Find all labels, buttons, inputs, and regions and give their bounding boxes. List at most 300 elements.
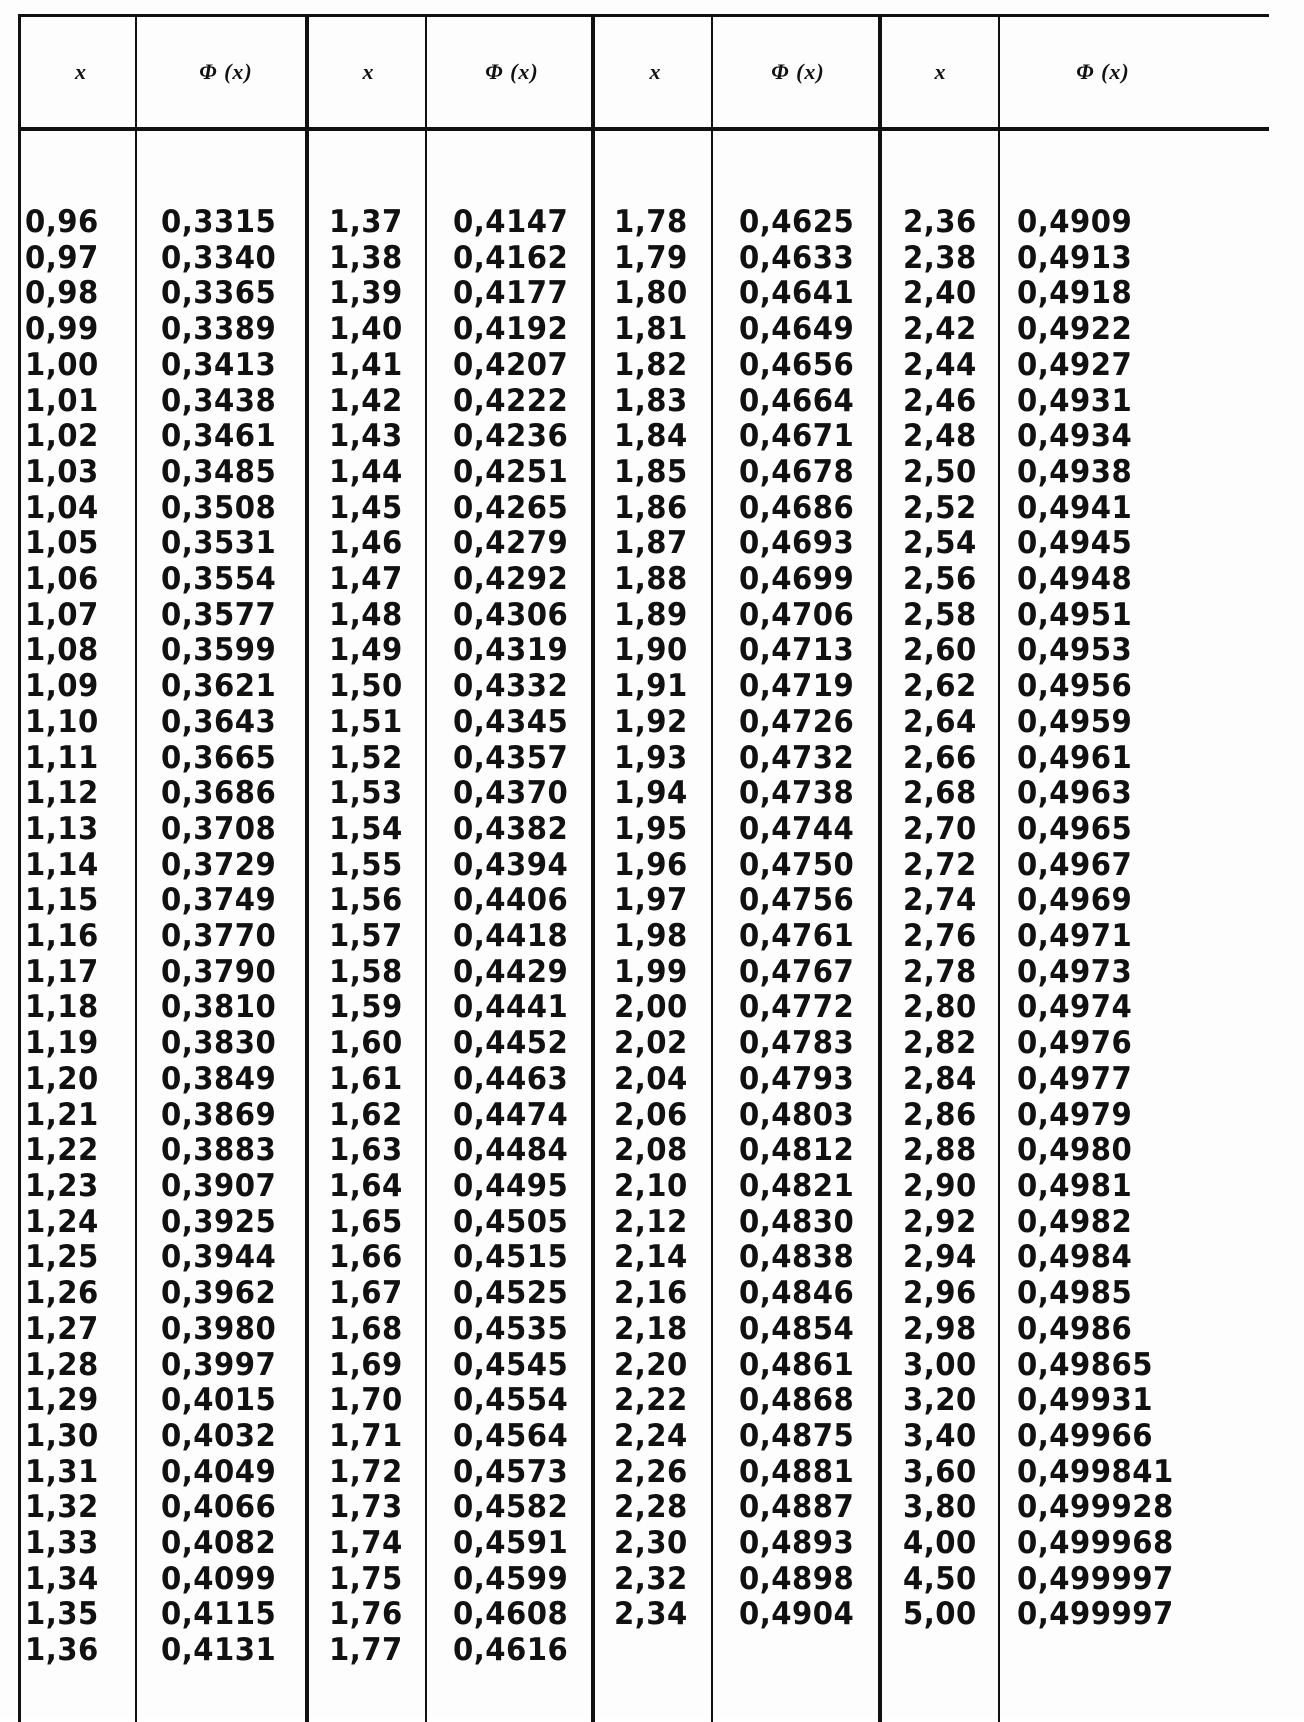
table-cell-x: 2,70 <box>903 810 977 847</box>
table-cell-x: 2,44 <box>903 346 977 383</box>
table-cell-phi: 0,4744 <box>739 810 855 847</box>
table-cell-x: 2,20 <box>614 1346 688 1383</box>
table-cell-x: 1,21 <box>25 1096 99 1133</box>
table-cell-x: 1,12 <box>25 775 99 812</box>
table-cell-phi: 0,4236 <box>453 418 569 455</box>
table-cell-x: 1,14 <box>25 846 99 883</box>
table-cell-x: 1,70 <box>329 1382 403 1419</box>
table-cell-x: 1,10 <box>25 703 99 740</box>
table-cell-phi: 0,499841 <box>1017 1453 1174 1490</box>
table-cell-phi: 0,49966 <box>1017 1417 1154 1454</box>
table-cell-x: 2,40 <box>903 275 977 312</box>
table-cell-x: 1,06 <box>25 561 99 598</box>
table-cell-phi: 0,4893 <box>739 1525 855 1562</box>
table-cell-x: 1,30 <box>25 1417 99 1454</box>
table-cell-phi: 0,3869 <box>161 1096 277 1133</box>
table-cell-x: 1,95 <box>614 810 688 847</box>
table-cell-phi: 0,4608 <box>453 1596 569 1633</box>
table-cell-x: 1,58 <box>329 953 403 990</box>
table-cell-phi: 0,49931 <box>1017 1382 1154 1419</box>
table-cell-x: 1,76 <box>329 1596 403 1633</box>
header-x-2: x <box>362 59 375 84</box>
table-cell-phi: 0,4554 <box>453 1382 569 1419</box>
table-cell-phi: 0,4981 <box>1017 1167 1133 1204</box>
table-cell-phi: 0,4573 <box>453 1453 569 1490</box>
table-cell-phi: 0,4082 <box>161 1525 277 1562</box>
table-cell-phi: 0,4015 <box>161 1382 277 1419</box>
table-cell-phi: 0,4772 <box>739 989 855 1026</box>
table-cell-x: 2,42 <box>903 311 977 348</box>
table-cell-phi: 0,3883 <box>161 1132 277 1169</box>
table-cell-phi: 0,4909 <box>1017 204 1133 240</box>
table-cell-x: 1,43 <box>329 418 403 455</box>
column-phi-3 <box>739 205 854 1633</box>
table-cell-phi: 0,4934 <box>1017 418 1133 455</box>
table-cell-phi: 0,4686 <box>739 489 855 526</box>
table-cell-x: 2,64 <box>903 703 977 740</box>
table-cell-phi: 0,4545 <box>453 1346 569 1383</box>
table-cell-phi: 0,4783 <box>739 1025 855 1062</box>
table-cell-phi: 0,4861 <box>739 1346 855 1383</box>
table-cell-x: 1,67 <box>329 1275 403 1312</box>
table-cell-phi: 0,4986 <box>1017 1310 1133 1347</box>
table-cell-phi: 0,4049 <box>161 1453 277 1490</box>
table-cell-x: 1,78 <box>614 204 688 240</box>
table-cell-x: 1,36 <box>25 1632 99 1669</box>
table-cell-x: 2,58 <box>903 596 977 633</box>
table-cell-x: 1,26 <box>25 1275 99 1312</box>
table-cell-phi: 0,4898 <box>739 1560 855 1597</box>
table-cell-phi: 0,4671 <box>739 418 855 455</box>
table-cell-x: 1,60 <box>329 1025 403 1062</box>
table-cell-phi: 0,4207 <box>453 346 569 383</box>
table-cell-x: 1,45 <box>329 489 403 526</box>
table-cell-x: 1,33 <box>25 1525 99 1562</box>
table-cell-x: 2,50 <box>903 453 977 490</box>
table-cell-x: 1,29 <box>25 1382 99 1419</box>
table-cell-phi: 0,4793 <box>739 1060 855 1097</box>
table-cell-phi: 0,4394 <box>453 846 569 883</box>
table-cell-x: 1,56 <box>329 882 403 919</box>
table-cell-x: 3,20 <box>903 1382 977 1419</box>
table-cell-phi: 0,4726 <box>739 703 855 740</box>
table-cell-x: 1,28 <box>25 1346 99 1383</box>
table-cell-phi: 0,4279 <box>453 525 569 562</box>
table-cell-phi: 0,4938 <box>1017 453 1133 490</box>
table-cell-x: 1,71 <box>329 1417 403 1454</box>
table-cell-x: 1,13 <box>25 810 99 847</box>
table-cell-x: 1,48 <box>329 596 403 633</box>
table-cell-phi: 0,3925 <box>161 1203 277 1240</box>
table-cell-phi: 0,4222 <box>453 382 569 419</box>
table-cell-x: 1,50 <box>329 668 403 705</box>
table-cell-phi: 0,3438 <box>161 382 277 419</box>
table-cell-phi: 0,4732 <box>739 739 855 776</box>
table-cell-phi: 0,4625 <box>739 204 855 240</box>
table-cell-x: 2,30 <box>614 1525 688 1562</box>
table-cell-x: 1,19 <box>25 1025 99 1062</box>
table-cell-phi: 0,4515 <box>453 1239 569 1276</box>
table-cell-phi: 0,4767 <box>739 953 855 990</box>
table-cell-phi: 0,4147 <box>453 204 569 240</box>
table-cell-x: 1,16 <box>25 918 99 955</box>
table-cell-x: 2,18 <box>614 1310 688 1347</box>
table-cell-x: 1,62 <box>329 1096 403 1133</box>
table-cell-phi: 0,4984 <box>1017 1239 1133 1276</box>
table-cell-phi: 0,4452 <box>453 1025 569 1062</box>
table-cell-x: 1,90 <box>614 632 688 669</box>
column-x-2 <box>329 205 403 1669</box>
table-cell-x: 1,92 <box>614 703 688 740</box>
column-divider <box>998 17 1000 1722</box>
header-phi-3: Φ (x) <box>771 59 825 84</box>
table-cell-x: 1,91 <box>614 668 688 705</box>
table-cell-phi: 0,4761 <box>739 918 855 955</box>
table-cell-phi: 0,3849 <box>161 1060 277 1097</box>
table-cell-phi: 0,4332 <box>453 668 569 705</box>
table-cell-phi: 0,4750 <box>739 846 855 883</box>
table-cell-phi: 0,4099 <box>161 1560 277 1597</box>
column-phi-1 <box>161 205 276 1669</box>
table-cell-phi: 0,3830 <box>161 1025 277 1062</box>
table-cell-x: 2,78 <box>903 953 977 990</box>
table-cell-x: 2,94 <box>903 1239 977 1276</box>
table-cell-x: 1,85 <box>614 453 688 490</box>
table-cell-x: 1,03 <box>25 453 99 490</box>
table-cell-phi: 0,3599 <box>161 632 277 669</box>
table-cell-phi: 0,4830 <box>739 1203 855 1240</box>
table-cell-x: 1,18 <box>25 989 99 1026</box>
table-cell-phi: 0,3554 <box>161 561 277 598</box>
table-cell-phi: 0,4922 <box>1017 311 1133 348</box>
table-cell-x: 2,00 <box>614 989 688 1026</box>
table-cell-phi: 0,4963 <box>1017 775 1133 812</box>
table-cell-x: 2,02 <box>614 1025 688 1062</box>
table-cell-phi: 0,4838 <box>739 1239 855 1276</box>
table-cell-x: 1,54 <box>329 810 403 847</box>
table-cell-x: 1,17 <box>25 953 99 990</box>
table-cell-x: 2,24 <box>614 1417 688 1454</box>
table-cell-x: 2,72 <box>903 846 977 883</box>
table-cell-phi: 0,3643 <box>161 703 277 740</box>
table-cell-phi: 0,3461 <box>161 418 277 455</box>
table-cell-phi: 0,4474 <box>453 1096 569 1133</box>
group-divider <box>305 17 309 1722</box>
table-cell-x: 1,05 <box>25 525 99 562</box>
table-cell-x: 1,74 <box>329 1525 403 1562</box>
table-cell-phi: 0,4918 <box>1017 275 1133 312</box>
table-cell-x: 1,89 <box>614 596 688 633</box>
table-cell-phi: 0,4370 <box>453 775 569 812</box>
table-cell-phi: 0,4131 <box>161 1632 277 1669</box>
table-cell-phi: 0,3962 <box>161 1275 277 1312</box>
table-cell-phi: 0,4495 <box>453 1167 569 1204</box>
table-cell-x: 2,28 <box>614 1489 688 1526</box>
table-cell-x: 1,00 <box>25 346 99 383</box>
table-cell-x: 1,01 <box>25 382 99 419</box>
table-cell-phi: 0,4535 <box>453 1310 569 1347</box>
table-cell-x: 1,23 <box>25 1167 99 1204</box>
table-cell-phi: 0,4115 <box>161 1596 277 1633</box>
table-cell-x: 1,42 <box>329 382 403 419</box>
header-divider <box>21 127 1269 131</box>
table-cell-x: 1,37 <box>329 204 403 240</box>
table-cell-phi: 0,3340 <box>161 239 277 276</box>
table-cell-phi: 0,4418 <box>453 918 569 955</box>
header-x-4: x <box>934 59 947 84</box>
table-cell-x: 1,47 <box>329 561 403 598</box>
table-cell-x: 2,96 <box>903 1275 977 1312</box>
table-cell-x: 1,52 <box>329 739 403 776</box>
table-cell-x: 1,65 <box>329 1203 403 1240</box>
table-cell-phi: 0,4463 <box>453 1060 569 1097</box>
table-cell-x: 2,46 <box>903 382 977 419</box>
table-cell-phi: 0,3708 <box>161 810 277 847</box>
group-divider <box>878 17 882 1722</box>
table-cell-phi: 0,3621 <box>161 668 277 705</box>
table-cell-phi: 0,4582 <box>453 1489 569 1526</box>
table-cell-phi: 0,4967 <box>1017 846 1133 883</box>
table-cell-x: 1,40 <box>329 311 403 348</box>
table-cell-phi: 0,4306 <box>453 596 569 633</box>
table-cell-phi: 0,4803 <box>739 1096 855 1133</box>
table-cell-x: 5,00 <box>903 1596 977 1633</box>
table-cell-x: 1,79 <box>614 239 688 276</box>
table-cell-phi: 0,3790 <box>161 953 277 990</box>
table-cell-phi: 0,3770 <box>161 918 277 955</box>
table-cell-phi: 0,4980 <box>1017 1132 1133 1169</box>
table-cell-phi: 0,4965 <box>1017 810 1133 847</box>
table-cell-x: 2,04 <box>614 1060 688 1097</box>
table-cell-x: 2,38 <box>903 239 977 276</box>
table-cell-phi: 0,4664 <box>739 382 855 419</box>
table-cell-phi: 0,3665 <box>161 739 277 776</box>
table-cell-x: 1,09 <box>25 668 99 705</box>
table-cell-x: 2,98 <box>903 1310 977 1347</box>
table-cell-x: 2,14 <box>614 1239 688 1276</box>
header-phi-1: Φ (x) <box>199 59 253 84</box>
table-cell-phi: 0,499997 <box>1017 1596 1174 1633</box>
table-cell-x: 0,96 <box>25 204 99 240</box>
table-cell-phi: 0,4382 <box>453 810 569 847</box>
table-cell-x: 2,10 <box>614 1167 688 1204</box>
table-cell-x: 1,86 <box>614 489 688 526</box>
table-cell-phi: 0,3365 <box>161 275 277 312</box>
table-cell-x: 1,63 <box>329 1132 403 1169</box>
table-cell-phi: 0,4699 <box>739 561 855 598</box>
table-cell-phi: 0,4649 <box>739 311 855 348</box>
table-cell-x: 1,27 <box>25 1310 99 1347</box>
table-cell-x: 2,06 <box>614 1096 688 1133</box>
column-divider <box>135 17 137 1722</box>
table-cell-phi: 0,4357 <box>453 739 569 776</box>
table-cell-x: 1,55 <box>329 846 403 883</box>
table-cell-x: 0,97 <box>25 239 99 276</box>
table-cell-phi: 0,4812 <box>739 1132 855 1169</box>
table-cell-x: 1,68 <box>329 1310 403 1347</box>
table-cell-phi: 0,499997 <box>1017 1560 1174 1597</box>
table-cell-x: 2,54 <box>903 525 977 562</box>
table-cell-x: 2,16 <box>614 1275 688 1312</box>
column-phi-2 <box>453 205 568 1669</box>
table-cell-x: 1,75 <box>329 1560 403 1597</box>
table-cell-phi: 0,4706 <box>739 596 855 633</box>
table-cell-phi: 0,4484 <box>453 1132 569 1169</box>
table-cell-x: 1,08 <box>25 632 99 669</box>
table-cell-x: 1,34 <box>25 1560 99 1597</box>
table-cell-phi: 0,4719 <box>739 668 855 705</box>
table-cell-phi: 0,4505 <box>453 1203 569 1240</box>
table-cell-phi: 0,4616 <box>453 1632 569 1669</box>
table-cell-x: 2,80 <box>903 989 977 1026</box>
table-cell-phi: 0,4971 <box>1017 918 1133 955</box>
table-cell-phi: 0,3997 <box>161 1346 277 1383</box>
table-cell-x: 2,32 <box>614 1560 688 1597</box>
table-cell-x: 2,22 <box>614 1382 688 1419</box>
table-cell-x: 1,93 <box>614 739 688 776</box>
table-cell-x: 1,72 <box>329 1453 403 1490</box>
table-cell-phi: 0,3686 <box>161 775 277 812</box>
table-cell-x: 2,26 <box>614 1453 688 1490</box>
table-cell-x: 2,90 <box>903 1167 977 1204</box>
table-cell-phi: 0,4633 <box>739 239 855 276</box>
table-cell-x: 1,69 <box>329 1346 403 1383</box>
table-cell-x: 1,99 <box>614 953 688 990</box>
table-cell-x: 2,84 <box>903 1060 977 1097</box>
table-cell-x: 1,61 <box>329 1060 403 1097</box>
column-x-4 <box>903 205 977 1633</box>
table-cell-x: 1,25 <box>25 1239 99 1276</box>
table-cell-phi: 0,3749 <box>161 882 277 919</box>
table-cell-x: 0,98 <box>25 275 99 312</box>
table-cell-x: 2,36 <box>903 204 977 240</box>
table-cell-x: 1,46 <box>329 525 403 562</box>
table-cell-phi: 0,4951 <box>1017 596 1133 633</box>
header-phi-4: Φ (x) <box>1076 59 1130 84</box>
table-cell-phi: 0,3508 <box>161 489 277 526</box>
table-cell-x: 2,82 <box>903 1025 977 1062</box>
table-cell-x: 1,59 <box>329 989 403 1026</box>
table-cell-phi: 0,3944 <box>161 1239 277 1276</box>
table-cell-x: 2,52 <box>903 489 977 526</box>
table-cell-phi: 0,4969 <box>1017 882 1133 919</box>
table-cell-phi: 0,4406 <box>453 882 569 919</box>
table-cell-phi: 0,4974 <box>1017 989 1133 1026</box>
table-cell-x: 1,20 <box>25 1060 99 1097</box>
table-cell-phi: 0,4881 <box>739 1453 855 1490</box>
table-cell-phi: 0,3810 <box>161 989 277 1026</box>
table-cell-x: 1,96 <box>614 846 688 883</box>
table-cell-phi: 0,4868 <box>739 1382 855 1419</box>
table-cell-x: 2,76 <box>903 918 977 955</box>
table-cell-phi: 0,4977 <box>1017 1060 1133 1097</box>
table-cell-phi: 0,4854 <box>739 1310 855 1347</box>
table-cell-x: 1,88 <box>614 561 688 598</box>
column-divider <box>425 17 427 1722</box>
table-cell-phi: 0,4913 <box>1017 239 1133 276</box>
table-cell-x: 1,80 <box>614 275 688 312</box>
header-x-1: x <box>75 59 87 84</box>
table-cell-x: 1,77 <box>329 1632 403 1669</box>
table-cell-phi: 0,4756 <box>739 882 855 919</box>
table-cell-phi: 0,499968 <box>1017 1525 1174 1562</box>
table-cell-phi: 0,4292 <box>453 561 569 598</box>
table-cell-x: 2,12 <box>614 1203 688 1240</box>
table-cell-x: 1,15 <box>25 882 99 919</box>
group-divider <box>591 17 595 1722</box>
table-cell-phi: 0,4713 <box>739 632 855 669</box>
table-cell-phi: 0,4441 <box>453 989 569 1026</box>
table-cell-phi: 0,4032 <box>161 1417 277 1454</box>
table-cell-x: 1,11 <box>25 739 99 776</box>
table-cell-x: 1,39 <box>329 275 403 312</box>
table-cell-x: 0,99 <box>25 311 99 348</box>
table-cell-phi: 0,4591 <box>453 1525 569 1562</box>
table-cell-phi: 0,4656 <box>739 346 855 383</box>
table-cell-phi: 0,3577 <box>161 596 277 633</box>
table-cell-x: 1,94 <box>614 775 688 812</box>
table-cell-phi: 0,4345 <box>453 703 569 740</box>
table-cell-x: 1,73 <box>329 1489 403 1526</box>
table-cell-x: 2,68 <box>903 775 977 812</box>
phi-table <box>18 14 1269 1722</box>
table-cell-x: 1,81 <box>614 311 688 348</box>
table-cell-phi: 0,4162 <box>453 239 569 276</box>
table-cell-phi: 0,4251 <box>453 453 569 490</box>
table-cell-phi: 0,4979 <box>1017 1096 1133 1133</box>
table-cell-x: 1,31 <box>25 1453 99 1490</box>
table-cell-x: 3,80 <box>903 1489 977 1526</box>
table-cell-phi: 0,4265 <box>453 489 569 526</box>
table-cell-phi: 0,4956 <box>1017 668 1133 705</box>
table-cell-phi: 0,4678 <box>739 453 855 490</box>
table-cell-x: 3,40 <box>903 1417 977 1454</box>
table-cell-phi: 0,4525 <box>453 1275 569 1312</box>
table-cell-x: 2,66 <box>903 739 977 776</box>
table-cell-phi: 0,3980 <box>161 1310 277 1347</box>
table-cell-phi: 0,4192 <box>453 311 569 348</box>
table-cell-phi: 0,3907 <box>161 1167 277 1204</box>
column-x-1 <box>25 205 99 1669</box>
table-cell-phi: 0,4927 <box>1017 346 1133 383</box>
table-cell-x: 1,41 <box>329 346 403 383</box>
header-phi-2: Φ (x) <box>485 59 539 84</box>
table-cell-phi: 0,4599 <box>453 1560 569 1597</box>
table-cell-phi: 0,4821 <box>739 1167 855 1204</box>
table-cell-x: 3,60 <box>903 1453 977 1490</box>
table-cell-phi: 0,49865 <box>1017 1346 1154 1383</box>
table-cell-x: 1,22 <box>25 1132 99 1169</box>
table-cell-phi: 0,4846 <box>739 1275 855 1312</box>
table-cell-x: 2,60 <box>903 632 977 669</box>
table-cell-x: 1,02 <box>25 418 99 455</box>
table-cell-x: 2,88 <box>903 1132 977 1169</box>
table-cell-x: 1,49 <box>329 632 403 669</box>
table-cell-phi: 0,4973 <box>1017 953 1133 990</box>
table-cell-x: 1,38 <box>329 239 403 276</box>
table-cell-phi: 0,4875 <box>739 1417 855 1454</box>
table-cell-phi: 0,4904 <box>739 1596 855 1633</box>
column-phi-4 <box>1017 205 1174 1633</box>
table-cell-x: 2,48 <box>903 418 977 455</box>
table-cell-phi: 0,4931 <box>1017 382 1133 419</box>
table-cell-x: 4,00 <box>903 1525 977 1562</box>
table-cell-phi: 0,499928 <box>1017 1489 1174 1526</box>
table-cell-x: 2,08 <box>614 1132 688 1169</box>
table-cell-x: 1,84 <box>614 418 688 455</box>
table-cell-phi: 0,4066 <box>161 1489 277 1526</box>
table-cell-x: 1,87 <box>614 525 688 562</box>
